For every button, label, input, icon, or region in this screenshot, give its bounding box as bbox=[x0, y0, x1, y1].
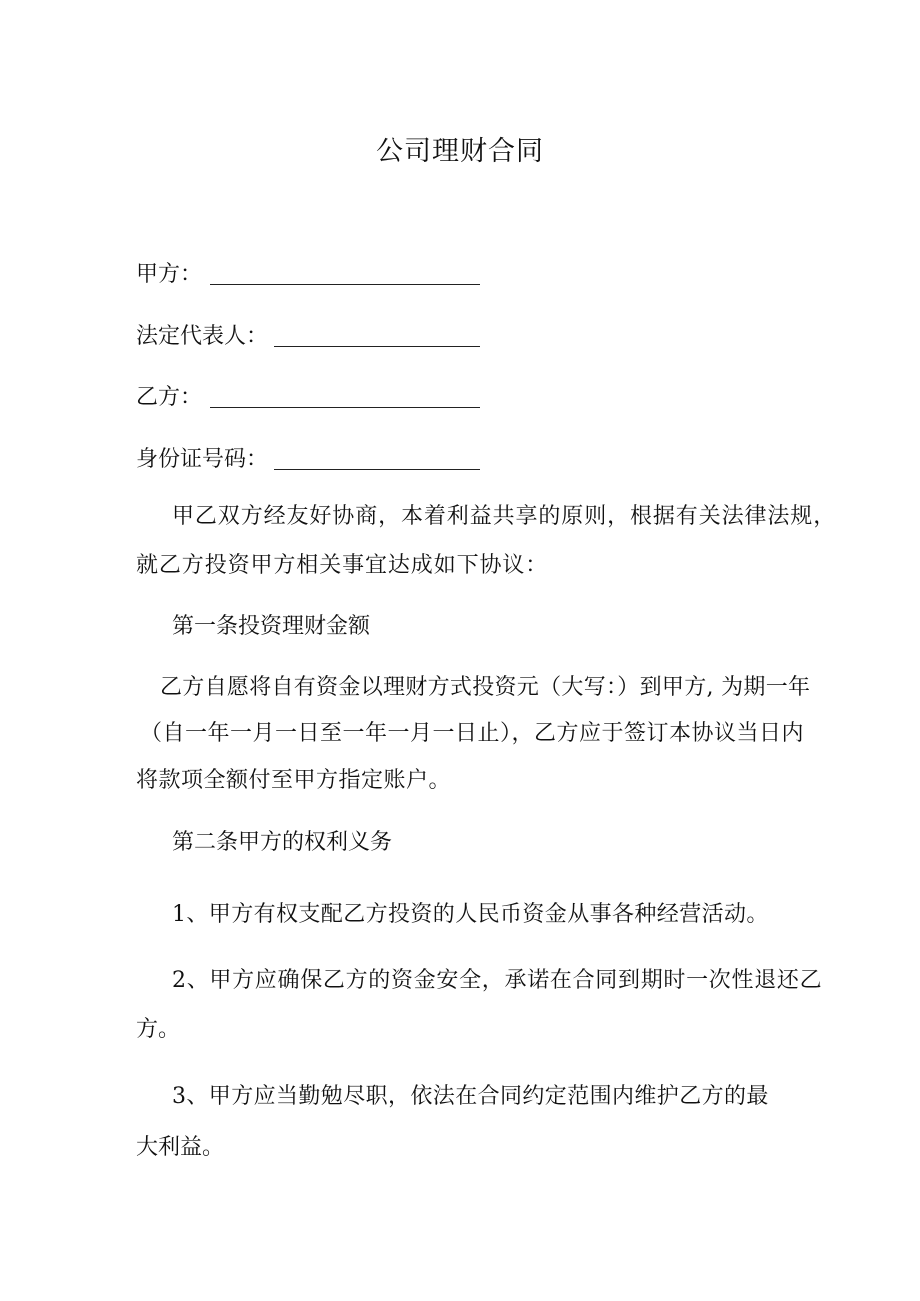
party-b-field bbox=[136, 385, 496, 415]
article-1-line-2: （自一年一月一日至一年一月一日止），乙方应于签订本协议当日内 bbox=[140, 721, 805, 746]
article-2-item-3-line-2: 大利益。 bbox=[136, 1135, 225, 1160]
article-1-line-1: 乙方自愿将自有资金以理财方式投资元（大写：）到甲方, 为期一年 bbox=[160, 675, 811, 700]
id-number-field bbox=[136, 447, 496, 477]
party-a-blank-line bbox=[210, 284, 480, 285]
document-title: 公司理财合同 bbox=[376, 136, 544, 167]
article-2-heading: 第二条甲方的权利义务 bbox=[172, 830, 393, 855]
legal-representative-blank-line bbox=[274, 346, 480, 347]
party-a-label: 甲方： bbox=[136, 262, 203, 287]
intro-line-2: 就乙方投资甲方相关事宜达成如下协议： bbox=[136, 553, 549, 578]
article-2-item-1: 1、甲方有权支配乙方投资的人民币资金从事各种经营活动。 bbox=[172, 902, 769, 927]
party-a-field bbox=[136, 262, 496, 292]
legal-representative-field bbox=[136, 324, 496, 354]
article-2-item-3-line-1: 3、甲方应当勤勉尽职，依法在合同约定范围内维护乙方的最 bbox=[172, 1084, 769, 1109]
intro-line-1: 甲乙双方经友好协商，本着利益共享的原则，根据有关法律法规， bbox=[172, 504, 837, 529]
id-number-blank-line bbox=[274, 469, 480, 470]
party-b-blank-line bbox=[210, 407, 480, 408]
id-number-label: 身份证号码： bbox=[136, 447, 269, 472]
article-1-heading: 第一条投资理财金额 bbox=[172, 614, 371, 639]
article-2-item-2-line-2: 方。 bbox=[136, 1017, 181, 1042]
article-1-line-3: 将款项全额付至甲方指定账户。 bbox=[136, 768, 452, 793]
article-2-item-2-line-1: 2、甲方应确保乙方的资金安全，承诺在合同到期时一次性退还乙 bbox=[172, 968, 823, 993]
party-b-label: 乙方： bbox=[136, 385, 203, 410]
legal-representative-label: 法定代表人： bbox=[136, 324, 269, 349]
